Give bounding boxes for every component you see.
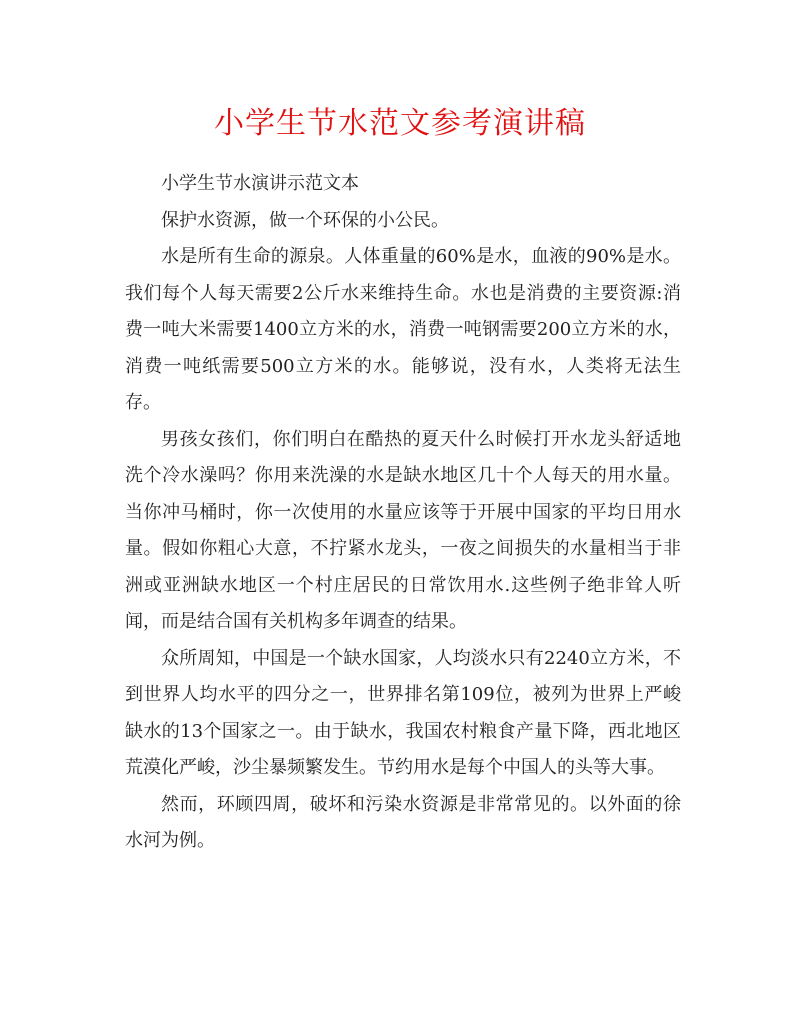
body-paragraph: 男孩女孩们，你们明白在酷热的夏天什么时候打开水龙头舒适地洗个冷水澡吗？你用来洗澡的水是缺水地区几十个人每天的用水量。当你冲马桶时，你一次使用的水量应该等于开展中国家的平均日用水量。假如你粗心大意，不拧紧水龙头，一夜之间损失的水量相当于非洲或亚洲缺水地区一个村庄居民的日常饮用水.这些例子绝非耸人听闻，而是结合国有关机构多年调查的结果。 [125,428,681,632]
document-title: 小学生节水范文参考演讲稿 [214,106,586,141]
document-body [125,166,681,860]
body-paragraph: 众所周知，中国是一个缺水国家，人均淡水只有2240立方米，不到世界人均水平的四分之一，世界排名第109位，被列为世界上严峻缺水的13个国家之一。由于缺水，我国农村粮食产量下降，西北地区荒漠化严峻，沙尘暴频繁发生。节约用水是每个中国人的头等大事。 [125,647,681,778]
body-paragraph: 水是所有生命的源泉。人体重量的60%是水，血液的90%是水。我们每个人每天需要2公斤水来维持生命。水也是消费的主要资源:消费一吨大米需要1400立方米的水，消费一吨钢需要200立方米的水，消费一吨纸需要500立方米的水。能够说，没有水，人类将无法生存。 [125,246,681,413]
body-paragraph: 然而，环顾四周，破坏和污染水资源是非常常见的。以外面的徐水河为例。 [125,793,681,851]
slogan-paragraph: 保护水资源，做一个环保的小公民。 [161,209,449,231]
subtitle-paragraph: 小学生节水演讲示范文本 [161,173,359,194]
